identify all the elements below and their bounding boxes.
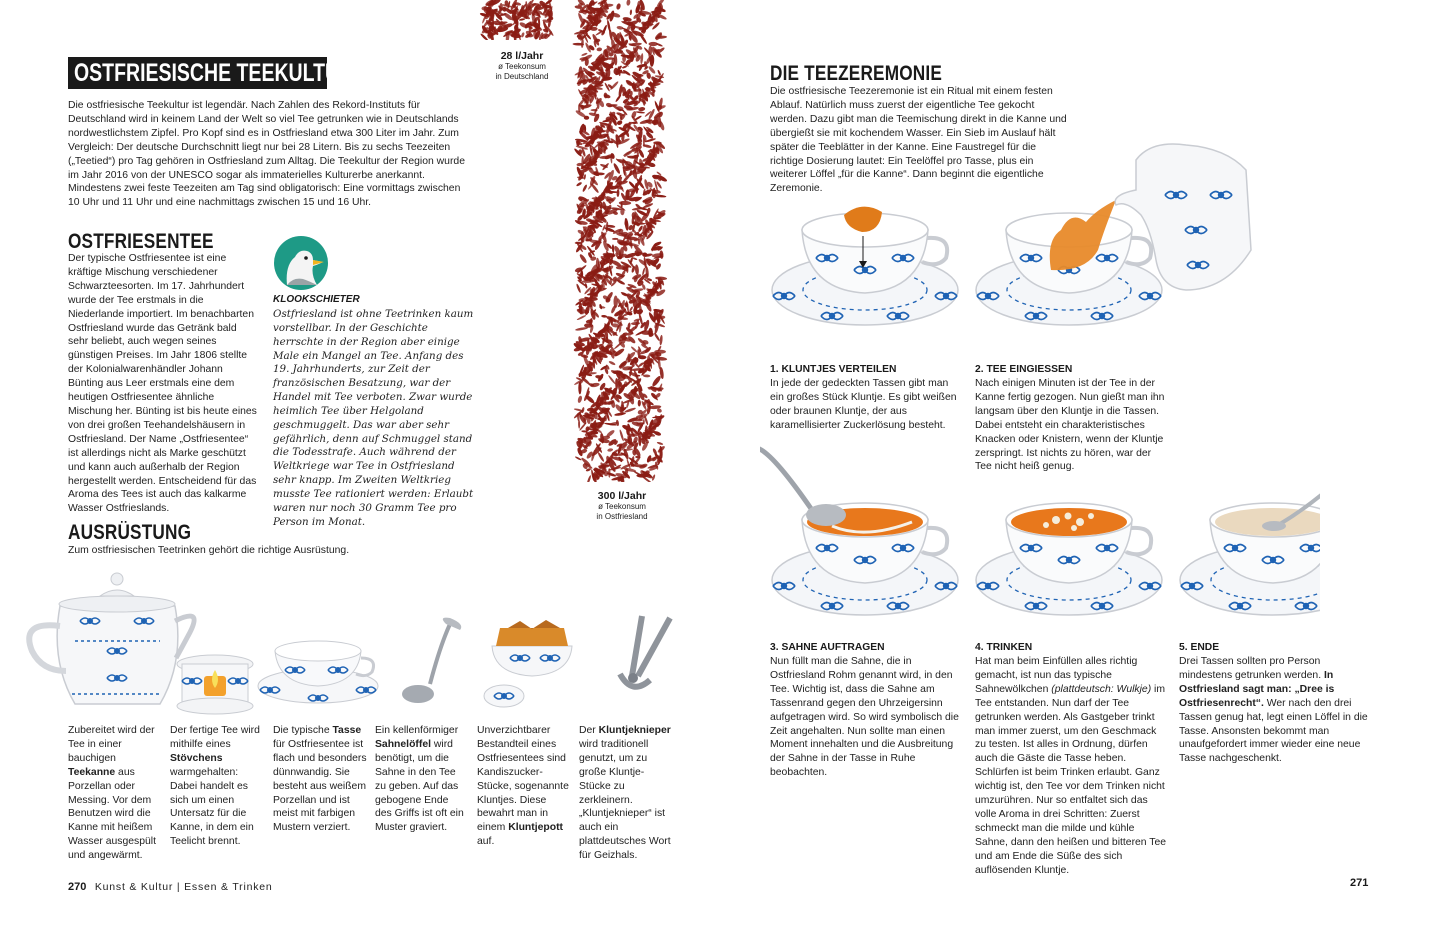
caption-stoevchen-pre: Der fertige Tee wird mithilfe eines — [170, 725, 260, 750]
tea-leaf — [653, 332, 660, 341]
ostfriesentee-heading: OSTFRIESENTEE — [68, 230, 214, 253]
page-number-left: 270 — [68, 881, 87, 893]
tea-leaf — [659, 335, 663, 346]
step-5-text-post: Wer nach den drei Tassen genug hat, legt einen Löffel in die Tasse. Ansonsten bekommt man unaufgefordert immer wieder eine neue Tasse nachgeschenkt. — [1179, 697, 1368, 765]
caption-teekanne-post: aus Porzellan oder Messing. Vor dem Benutzen wird die Kanne mit heißem Wasser ausgespült und angewärmt. — [68, 766, 156, 862]
caption-stoevchen-bold: Stövchens — [170, 752, 223, 764]
tea-leaf — [579, 66, 583, 79]
tea-bar-germany — [478, 0, 558, 40]
caption-tasse — [273, 724, 367, 835]
kluntjeknieper-illustration — [620, 616, 670, 687]
caption-tasse-post: für Ostfriesentee ist flach und besonders dünnwandig. Sie besteht aus weißem Porzellan und ist meist mit farbigen Mustern verziert. — [273, 738, 367, 834]
tea-leaf — [614, 412, 626, 417]
caption-kluntjepott-bold: Kluntjepott — [508, 822, 564, 834]
caption-sahneloeffel — [375, 724, 467, 835]
tea-leaf — [582, 184, 588, 192]
tea-leaf — [586, 475, 591, 482]
tea-leaf — [594, 414, 598, 419]
tea-leaf — [614, 296, 618, 308]
teezeremonie-heading: DIE TEEZEREMONIE — [770, 62, 942, 85]
step3-illustration — [760, 448, 958, 615]
tea-leaf — [657, 441, 664, 445]
intro-paragraph: Die ostfriesische Teekultur ist legendär. Nach Zahlen des Rekord-Instituts für Deutschland wird in keinem Land der Welt so viel Tee getrunken wie in Deutschlands nordwestlichstem Zipfel. Pro Kopf sind es in Ostfriesland etwa 300 Liter im Jahr. Zum Vergleich: Der deutsche Durchschnitt liegt nur bei 28 Litern. Bis zu sechs Teezeiten („Teetied“) pro Tag gehören in Ostfriesland zum Alltag. Die Teekultur der Region wurde im Jahr 2016 von der UNESCO sogar als immaterielles Kulturerbe anerkannt. Mindestens zwei feste Teezeiten am Tag sind obligatorisch: Eine vormittags zwischen 10 Uhr und 11 Uhr und eine nachmittags zwischen 15 und 16 Uhr. — [68, 100, 465, 209]
tea-leaf — [629, 306, 633, 312]
caption-kluntjepott-post: auf. — [477, 836, 495, 848]
tea-leaf — [605, 222, 608, 233]
tea-leaf — [576, 181, 583, 186]
step-5-title: 5. ENDE — [1179, 642, 1220, 653]
tea-leaf — [630, 9, 633, 15]
tea-leaf — [581, 52, 588, 56]
tea-leaf — [521, 32, 525, 38]
tea-leaf — [605, 429, 615, 438]
page-title: OSTFRIESISCHE TEEKULTUR — [68, 57, 327, 89]
tea-leaf — [601, 315, 607, 318]
tea-leaf — [616, 3, 622, 10]
stat-ostfriesland-value: 300 l/Jahr — [597, 490, 647, 502]
tea-leaf — [616, 26, 623, 30]
tea-leaf — [480, 33, 489, 40]
stat-germany — [485, 50, 559, 82]
tea-leaf — [579, 253, 588, 264]
sahneloeffel-illustration — [402, 618, 461, 703]
step-2-title: 2. TEE EINGIESSEN — [975, 364, 1073, 375]
stat-germany-value: 28 l/Jahr — [500, 50, 544, 62]
caption-tasse-bold: Tasse — [332, 725, 362, 736]
tea-leaf — [629, 42, 642, 46]
tea-leaf — [624, 218, 629, 231]
caption-sahneloeffel-post: wird benötigt, um die Sahne in den Tee zu geben. Auf das gebogene Ende des Griffs ist oft ein Muster graviert. — [375, 738, 464, 834]
ostfriesentee-text: Der typische Ostfriesentee ist eine kräftige Mischung verschiedener Schwarzteesorten. Im 17. Jahrhundert wurde der Tee erstmals in die Niederlande importiert. Im benachbarten Ostfriesland wurde das Getränk bald sehr beliebt, auch wegen seines günstigen Preises. Im Jahr 1806 stellte der Kolonialwarenhändler Johann Bünting aus Leer erstmals eine dem heutigen Ostfriesentee ähnliche Mischung her. Bünting ist bis heute eines von drei großen Teehandelshäusern in Ostfriesland. Der Name „Ostfriesentee“ ist allerdings nicht als Marke geschützt und kann auch außerhalb der Region hergestellt werden. Entscheidend für das Aroma des Tees ist auch das kalkarme Wasser Ostfrieslands. — [68, 253, 257, 515]
tea-leaf — [654, 194, 667, 197]
step-5 — [1179, 641, 1373, 766]
ausruestung-heading: AUSRÜSTUNG — [68, 521, 192, 544]
equipment-illustrations — [20, 566, 680, 726]
caption-kluntjepott-pre: Unverzichtbarer Bestandteil eines Ostfriesentees sind Kandiszucker-Stücke, sogenannte Kluntjes. Diese bewahrt man in einem — [477, 725, 569, 834]
tea-leaf — [638, 107, 645, 112]
caption-sahneloeffel-bold: Sahnelöffel — [375, 738, 432, 750]
step-1-text: In jede der gedeckten Tassen gibt man ein großes Stück Kluntje. Es gibt weißen oder braunen Kluntje, der aus karamellisierter Zuckerlösung besteht. — [770, 378, 957, 431]
step-1 — [770, 363, 965, 433]
tea-leaf — [596, 47, 602, 51]
tea-leaf — [608, 360, 616, 365]
step-5-text-bold: In Ostfriesland sagt man: „Dree is Ostfriesenrecht“. — [1179, 669, 1335, 709]
page-number-right: 271 — [1350, 877, 1369, 889]
klookschieter-text: Ostfriesland ist ohne Teetrinken kaum vorstellbar. In der Geschichte herrschte in der Region aber einige Male ein Mangel an Tee. Anfang des 19. Jahrhunderts, zur Zeit der französischen Besatzung, war der Handel mit Tee verboten. Zwar wurde heimlich Tee über Helgoland geschmuggelt. Das war aber sehr gefährlich, denn auf Schmuggel stand die Todesstrafe. Auch während der Weltkriege war Tee in Ostfriesland sehr knapp. Im Zweiten Weltkrieg musste Tee rationiert werden: Erlaubt waren nur noch 30 Gramm Tee pro Person im Monat. — [273, 308, 474, 528]
step-4 — [975, 641, 1169, 878]
step-4-text — [975, 655, 1169, 878]
caption-kluntjeknieper — [579, 724, 675, 863]
caption-teekanne-pre: Zubereitet wird der Tee in einer bauchigen — [68, 725, 155, 764]
step1-illustration — [772, 207, 958, 325]
folio-left — [68, 877, 273, 895]
tea-leaf — [649, 42, 658, 46]
seagull-icon — [273, 235, 329, 291]
step-4-title: 4. TRINKEN — [975, 642, 1033, 653]
caption-tasse-pre: Die typische — [273, 725, 333, 736]
tea-leaf — [605, 102, 612, 108]
caption-sahneloeffel-pre: Ein kellenförmiger — [375, 725, 459, 736]
tea-leaf — [619, 429, 625, 441]
tea-leaf — [655, 276, 667, 280]
stat-ostfriesland-label-2: in Ostfriesland — [596, 512, 648, 521]
tea-leaf — [576, 314, 586, 320]
step-4-text-post: im Tee entstanden. Nun darf der Tee getrunken werden. Als Gastgeber trinkt man immer zuerst, um den Geschmack zu testen. Ist alles in Ordnung, dürfen auch die Gäste die Tasse heben. Schlürfen ist beim Trinken erlaubt. Ganz wichtig ist, den Tee vor dem Trinken nicht umzurühren. Nur so entfaltet sich das volle Aroma in drei Schritten: Zuerst schmeckt man die milde und kühle Sahne, dann den heißen und bitteren Tee und am Ende die Süße des sich auflösenden Kluntje. — [975, 683, 1167, 876]
stat-ostfriesland-label: ø Teekonsum — [598, 502, 646, 511]
tea-leaf — [636, 111, 646, 114]
klookschieter-label: KLOOKSCHIETER — [273, 294, 360, 305]
tea-leaf — [591, 109, 598, 111]
tea-leaf — [616, 120, 623, 126]
step-5-text — [1179, 655, 1373, 766]
tea-leaf — [635, 264, 640, 275]
step-1-title: 1. KLUNTJES VERTEILEN — [770, 364, 897, 375]
stat-germany-label-2: in Deutschland — [495, 72, 549, 81]
step-3-text: Nun füllt man die Sahne, die in Ostfriesland Rohm genannt wird, in den Tee. Wichtig ist, dass die Sahne am Tassenrand gegen den Uhrzeigersinn aufgetragen wird. So wird symbolisch die Zeit angehalten. Nun sollte man einen Moment innehalten und die Ausbreitung der Sahne in der Tasse in Ruhe beobachten. — [770, 656, 959, 779]
teekanne-illustration — [29, 573, 194, 704]
caption-stoevchen — [170, 724, 264, 849]
tea-leaf — [615, 94, 622, 103]
tea-leaf — [654, 350, 666, 354]
step5-illustration — [1180, 460, 1320, 615]
tea-leaf — [575, 109, 587, 118]
caption-kluntjeknieper-pre: Der — [579, 725, 599, 736]
tea-leaf — [616, 189, 619, 197]
tea-leaf — [616, 279, 626, 286]
tea-leaf — [632, 257, 637, 261]
step-3 — [770, 641, 962, 780]
caption-kluntjeknieper-bold: Kluntjeknieper — [598, 725, 671, 736]
tea-leaf — [640, 53, 644, 64]
step-2 — [975, 363, 1167, 474]
step-3-title: 3. SAHNE AUFTRAGEN — [770, 642, 885, 653]
step-4-text-italic: (plattdeutsch: Wulkje) — [1051, 683, 1152, 695]
step-5-text-pre: Drei Tassen sollten pro Person mindestens getrunken werden. — [1179, 656, 1324, 681]
tasse-illustration — [258, 641, 378, 703]
tea-leaf — [590, 183, 599, 194]
tea-leaf — [576, 283, 582, 293]
teezeremonie-intro: Die ostfriesische Teezeremonie ist ein Ritual mit einem festen Ablauf. Natürlich muss zuerst der eigentliche Tee gekocht werden. Dazu gibt man die Teemischung direkt in die Kanne und übergießt sie mit kochendem Wasser. Ein Sieb im Auslauf hält später die Teeblätter in der Kanne. Eine Faustregel für die richtige Dosierung lautet: Ein Teelöffel pro Tasse, plus ein weiterer Löffel „für die Kanne“. Dann beginnt die eigentliche Zeremonie. — [770, 86, 1067, 195]
step-4-text-pre: Hat man beim Einfüllen alles richtig gemacht, ist nun das typische Sahnewölkchen — [975, 656, 1138, 695]
tea-leaf — [638, 400, 641, 407]
stat-ostfriesland — [584, 490, 660, 522]
caption-stoevchen-post: warmgehalten: Dabei handelt es sich um einen Untersatz für die Kanne, in dem ein Teelicht brennt. — [170, 766, 254, 848]
step4-illustration — [976, 503, 1162, 615]
tea-leaf — [612, 244, 615, 253]
stoevchen-illustration — [177, 655, 253, 714]
tea-bar-ostfriesland — [572, 0, 668, 482]
step2-illustration — [976, 144, 1251, 325]
tea-leaf — [626, 0, 631, 6]
caption-teekanne-bold: Teekanne — [68, 766, 116, 778]
tea-leaf — [606, 20, 611, 32]
step-2-text: Nach einigen Minuten ist der Tee in der Kanne fertig gezogen. Nun gießt man ihn langsam über den Kluntje in die Tassen. Dabei entsteht ein charakteristisches Knacken oder Knistern, wenn der Kluntje zerspringt. Ist nichts zu hören, war der Tee nicht heiß genug. — [975, 378, 1165, 473]
caption-kluntjepott — [477, 724, 571, 849]
tea-leaf — [608, 375, 617, 385]
section-name: Kunst & Kultur | Essen & Trinken — [94, 881, 273, 893]
stat-germany-label: ø Teekonsum — [498, 62, 546, 71]
tea-leaf — [575, 456, 582, 461]
kluntjepott-illustration — [484, 620, 572, 707]
tea-leaf — [657, 69, 661, 75]
caption-teekanne — [68, 724, 162, 863]
caption-kluntjeknieper-post: wird traditionell genutzt, um zu große Kluntje-Stücke zu zerkleinern. „Kluntjeknieper“ ist auch ein plattdeutsches Wort für Geizhals. — [579, 738, 671, 862]
tea-leaf — [607, 448, 613, 452]
tea-leaf — [577, 395, 583, 403]
ausruestung-intro: Zum ostfriesischen Teetrinken gehört die richtige Ausrüstung. — [68, 545, 350, 556]
tea-leaf — [643, 374, 651, 377]
tea-leaf — [597, 452, 605, 463]
tea-leaf — [590, 27, 598, 31]
